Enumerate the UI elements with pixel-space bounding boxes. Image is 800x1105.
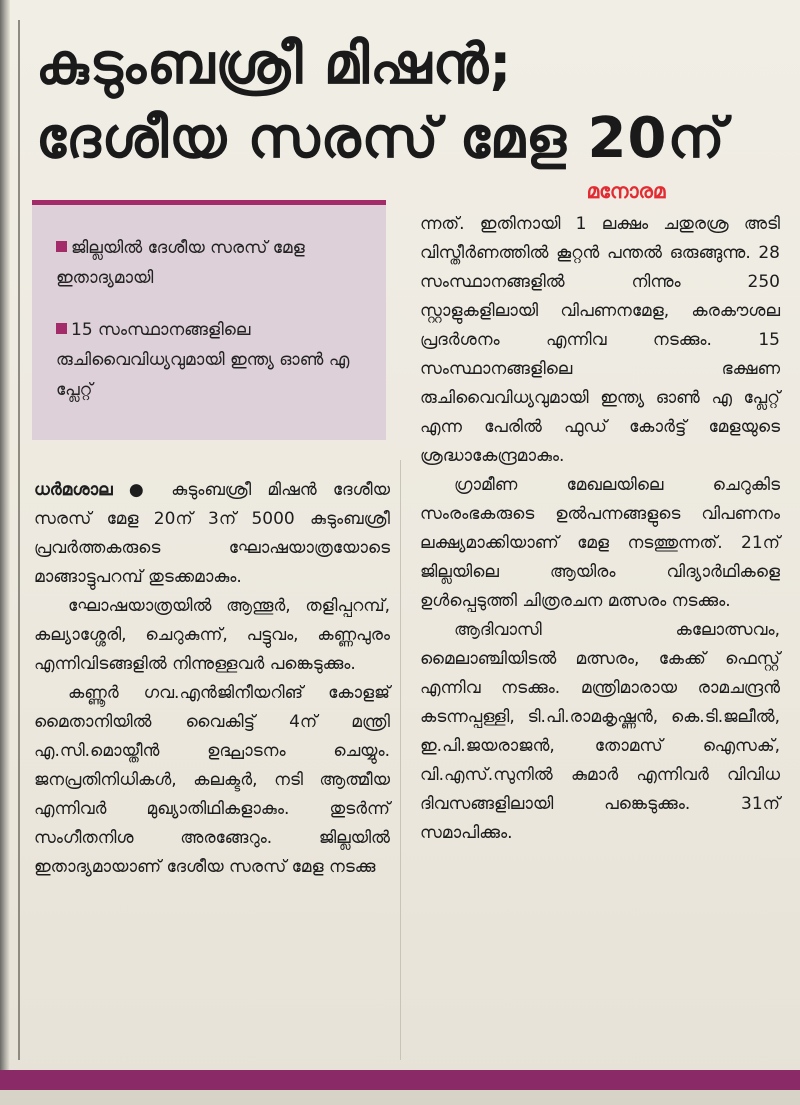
article-paragraph: ഗ്രാമീണ മേഖലയിലെ ചെറുകിട സംരംഭകരുടെ ഉൽപന്നങ്ങളുടെ വിപണനം ലക്ഷ്യമാക്കിയാണ് മേള നടത്തുന്നത്. 21ന് ജില്ലയിലെ ആയിരം വിദ്യാർഥികളെ ഉൾപ്പെടുത്തി ചിത്രരചന മത്സരം നടക്കും. [420,475,780,611]
brand-logo: മനോരമ [586,179,666,203]
column-rule [18,20,20,1060]
highlight-item: ജില്ലയിൽ ദേശീയ സരസ് മേള ഇതാദ്യമായി [56,238,305,288]
headline [36,28,786,176]
bullet-square-icon [56,241,67,252]
dateline: ധർമശാല [34,480,113,500]
article-paragraph: കണ്ണൂർ ഗവ.എൻജിനീയറിങ് കോളജ് മൈതാനിയിൽ വൈകിട്ട് 4ന് മന്ത്രി എ.സി.മൊയ്തീൻ ഉദ്ഘാടനം ചെയ്യും. ജനപ്രതിനിധികൾ, കലക്ടർ, നടി ആത്മീയ എന്നിവർ മുഖ്യാതിഥികളാകും. തുടർന്ന് സംഗീതനിശ അരങ്ങേറും. ജില്ലയിൽ ഇതാദ്യമായാണ് ദേശീയ സരസ് മേള നടക്കു [34,683,390,877]
highlights-box [32,200,386,440]
article-paragraph: ആദിവാസി കലോത്സവം, മൈലാഞ്ചിയിടൽ മത്സരം, കേക്ക് ഫെസ്റ്റ് എന്നിവ നടക്കും. മന്ത്രിമാരായ രാമചന്ദ്രൻ കടന്നപ്പള്ളി, ടി.പി.രാമകൃഷ്ണൻ, കെ.ടി.ജലീൽ, ഇ.പി.ജയരാജൻ, തോമസ് ഐസക്, വി.എസ്.സുനിൽ കുമാർ എന്നിവർ വിവിധ ദിവസങ്ങളിലായി പങ്കെടുക്കും. 31ന് സമാപിക്കും. [420,620,780,843]
bullet-dot-icon: ● [128,480,172,500]
bottom-color-band [0,1070,800,1090]
bullet-square-icon [56,323,67,334]
headline-line-2: ദേശീയ സരസ് മേള 20ന് [36,106,726,171]
article-paragraph: ഘോഷയാത്രയിൽ ആന്തൂർ, തളിപ്പറമ്പ്, കല്യാശ്ശേരി, ചെറുകുന്ന്, പട്ടുവം, കണ്ണപുരം എന്നിവിടങ്ങളിൽ നിന്നുള്ളവർ പങ്കെടുക്കും. [34,596,390,674]
column-divider [400,460,401,1060]
adjacent-column-edge [0,0,10,1075]
article-column-1 [34,476,390,882]
headline-line-1: കുടുംബശ്രീ മിഷൻ; [36,32,513,97]
article-paragraph-continued: ന്നത്. ഇതിനായി 1 ലക്ഷം ചതുരശ്ര അടി വിസ്തീർണത്തിൽ കൂറ്റൻ പന്തൽ ഒരുങ്ങുന്നു. 28 സംസ്ഥാനങ്ങളിൽ നിന്നും 250 സ്റ്റാളുകളിലായി വിപണനമേള, കരകൗശല പ്രദർശനം എന്നിവ നടക്കും. 15 സംസ്ഥാനങ്ങളിലെ ഭക്ഷണ രുചിവൈവിധ്യവുമായി ഇന്ത്യ ഓൺ എ പ്ലേറ്റ് എന്ന പേരിൽ ഫുഡ് കോർട്ട് മേളയുടെ ശ്രദ്ധാകേന്ദ്രമാകും. [420,214,780,466]
highlight-item: 15 സംസ്ഥാനങ്ങളിലെ രുചിവൈവിധ്യവുമായി ഇന്ത്യ ഓൺ എ പ്ലേറ്റ് [56,320,350,400]
lead-text: കുടുംബശ്രീ മിഷൻ ദേശീയ സരസ് മേള 20ന് 3ന് 5000 കുടുംബശ്രീ പ്രവർത്തകരുടെ ഘോഷയാത്രയോടെ മാങ്ങാട്ടുപറമ്പ് തുടക്കമാകും. [34,480,390,587]
article-column-2 [420,210,780,848]
bottom-page-edge [0,1090,800,1105]
article-lead [34,476,390,592]
